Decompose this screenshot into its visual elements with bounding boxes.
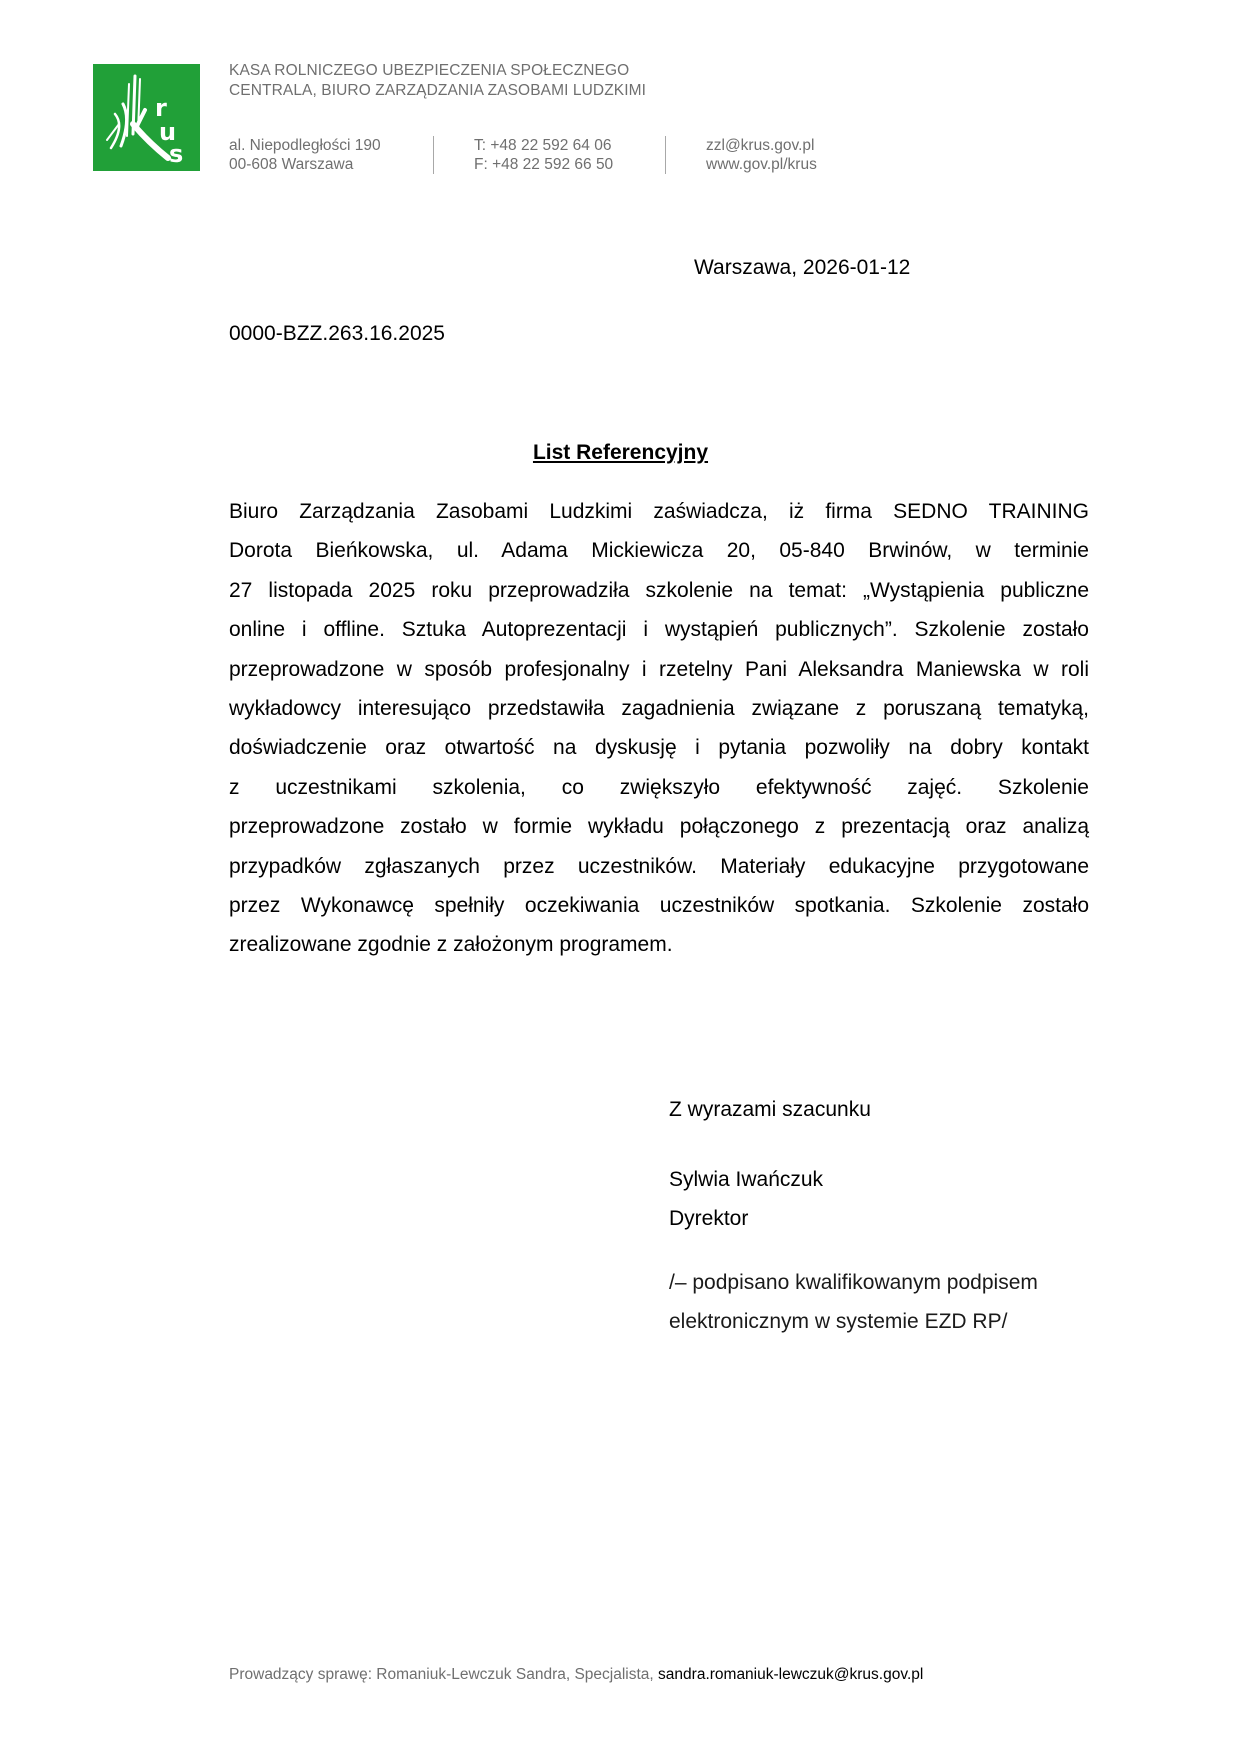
- handler-email[interactable]: sandra.romaniuk-lewczuk@krus.gov.pl: [658, 1666, 924, 1683]
- address-city: 00-608 Warszawa: [229, 156, 354, 173]
- closing-phrase: Z wyrazami szacunku: [669, 1098, 871, 1121]
- body-line: przez Wykonawcę spełniły oczekiwania uczestników spotkania. Szkolenie zostało: [229, 893, 1089, 917]
- org-line-1: KASA ROLNICZEGO UBEZPIECZENIA SPOŁECZNEGO: [229, 62, 630, 79]
- signature-note-line-1: /– podpisano kwalifikowanym podpisem: [669, 1271, 1038, 1294]
- body-line: Dorota Bieńkowska, ul. Adama Mickiewicza 20, 05-840 Brwinów, w terminie: [229, 539, 1089, 563]
- body-line: przeprowadzone w sposób profesjonalny i rzetelny Pani Aleksandra Maniewska w roli: [229, 657, 1089, 681]
- body-line: Biuro Zarządzania Zasobami Ludzkimi zaświadcza, iż firma SEDNO TRAINING: [229, 500, 1089, 523]
- web-block: [706, 136, 817, 174]
- phone-number: T: +48 22 592 64 06: [474, 137, 612, 154]
- body-line: wykładowcy interesująco przedstawiła zagadnienia związane z poruszaną tematyką,: [229, 696, 1089, 720]
- body-line: przypadków zgłaszanych przez uczestników. Materiały edukacyjne przygotowane: [229, 854, 1089, 878]
- contact-email[interactable]: zzl@krus.gov.pl: [706, 137, 815, 154]
- fax-number: F: +48 22 592 66 50: [474, 156, 614, 173]
- handler-label: Prowadzący sprawę: Romaniuk-Lewczuk Sandra, Specjalista,: [229, 1666, 654, 1683]
- website-link[interactable]: www.gov.pl/krus: [706, 156, 817, 173]
- krus-logo-graphic: [93, 64, 200, 171]
- body-line: przeprowadzone zostało w formie wykładu połączonego z prezentacją oraz analizą: [229, 815, 1089, 839]
- signer-title: Dyrektor: [669, 1207, 749, 1230]
- org-line-2: CENTRALA, BIURO ZARZĄDZANIA ZASOBAMI LUDZKIMI: [229, 82, 647, 99]
- reference-number: 0000-BZZ.263.16.2025: [229, 322, 445, 345]
- signer-name: Sylwia Iwańczuk: [669, 1168, 824, 1191]
- body-line: zrealizowane zgodnie z założonym programem.: [229, 933, 673, 957]
- body-line: z uczestnikami szkolenia, co zwiększyło efektywność zajęć. Szkolenie: [229, 775, 1089, 799]
- header-divider: [433, 136, 434, 174]
- krus-logo-icon: [93, 64, 200, 171]
- organization-name: [229, 61, 646, 101]
- letter-body: [229, 492, 1089, 965]
- letter-title: List Referencyjny: [532, 441, 709, 464]
- address-block: [229, 136, 381, 174]
- header-divider: [665, 136, 666, 174]
- signature-note-line-2: elektronicznym w systemie EZD RP/: [669, 1310, 1008, 1333]
- body-line: 27 listopada 2025 roku przeprowadziła szkolenie na temat: „Wystąpienia publiczne: [229, 578, 1089, 602]
- svg-text:r: r: [155, 94, 167, 122]
- body-line: doświadczenie oraz otwartość na dyskusję i pytania pozwoliły na dobry kontakt: [229, 736, 1089, 760]
- body-line: online i offline. Sztuka Autoprezentacji i wystąpień publicznych”. Szkolenie zostało: [229, 618, 1089, 642]
- signature-note: [669, 1263, 1038, 1341]
- svg-text:s: s: [169, 140, 184, 168]
- place-date: Warszawa, 2026-01-12: [694, 256, 911, 279]
- signer-block: [669, 1160, 823, 1238]
- phone-block: [474, 136, 613, 174]
- address-street: al. Niepodległości 190: [229, 137, 381, 154]
- svg-text:u: u: [159, 118, 177, 146]
- case-handler-footer: [229, 1666, 923, 1684]
